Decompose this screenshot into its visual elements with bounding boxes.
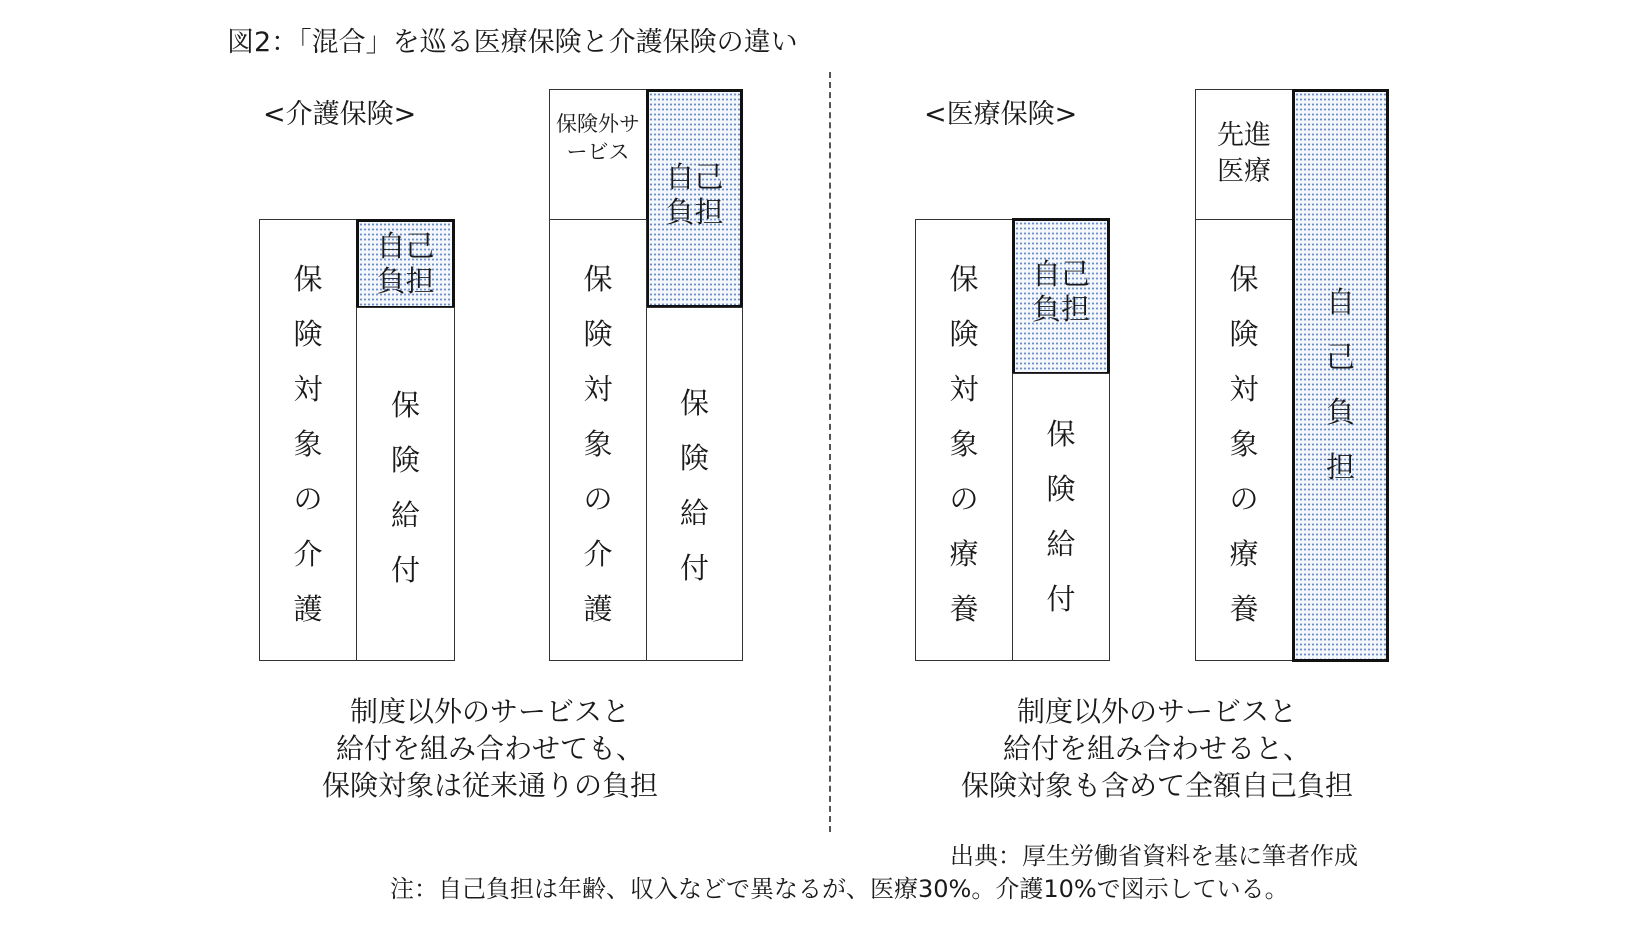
source-note: 出典：厚生労働省資料を基に筆者作成 — [950, 842, 1358, 870]
figure-title: 図2：「混合」を巡る医療保険と介護保険の違い — [227, 27, 798, 58]
kaigo-bar1-benefit-box — [356, 307, 455, 661]
kaigo-bar1-self-pay-label: 自己負担 — [376, 229, 435, 298]
iryo-bar2-covered-label: 保険対象の療養 — [1229, 262, 1259, 626]
iryo-bar1-self-pay-label: 自己負担 — [1032, 257, 1091, 326]
iryo-bar2-outside-box — [1195, 89, 1293, 220]
iryo-bar2-covered-box — [1195, 219, 1293, 661]
iryo-bar1-benefit-label: 保険給付 — [1046, 417, 1076, 616]
kaigo-bar1-self-pay-box — [356, 219, 455, 309]
kaigo-bar2-outside-label: 保険外サービス — [556, 112, 640, 164]
kaigo-bar2-benefit-label: 保険給付 — [680, 386, 710, 585]
kaigo-bar2-self-pay-box — [646, 89, 743, 308]
kaigo-bar2-outside-box — [549, 89, 647, 220]
kaigo-bar2-benefit-box — [646, 307, 743, 661]
iryo-bar2-self-pay-box — [1292, 89, 1389, 662]
footnote: 注：自己負担は年齢、収入などで異なるが、医療30%。介護10%で図示している。 — [390, 875, 1289, 903]
kaigo-bar1-covered-label: 保険対象の介護 — [293, 262, 323, 626]
kaigo-caption: 制度以外のサービスと 給付を組み合わせても、 保険対象は従来通りの負担 — [321, 695, 658, 802]
iryo-bar2-self-pay-label: 自己負担 — [1326, 285, 1356, 484]
kaigo-bar2-covered-box — [549, 219, 647, 661]
iryo-bar1-covered-label: 保険対象の療養 — [949, 262, 979, 626]
iryo-bar2-outside-label: 先進医療 — [1217, 120, 1271, 187]
kaigo-bar2-self-pay-label: 自己負担 — [665, 160, 724, 229]
iryo-bar1-covered-box — [915, 219, 1013, 661]
iryo-bar1-self-pay-box — [1012, 218, 1110, 375]
kaigo-section-label: <介護保険> — [263, 99, 417, 130]
iryo-caption: 制度以外のサービスと 給付を組み合わせると、 保険対象も含めて全額自己負担 — [960, 695, 1353, 802]
kaigo-bar1-covered-box — [259, 219, 357, 661]
iryo-section-label: <医療保険> — [924, 99, 1078, 130]
center-divider — [829, 72, 831, 832]
kaigo-bar2-covered-label: 保険対象の介護 — [583, 262, 613, 626]
kaigo-bar1-benefit-label: 保険給付 — [391, 388, 421, 587]
iryo-bar1-benefit-box — [1012, 373, 1110, 661]
